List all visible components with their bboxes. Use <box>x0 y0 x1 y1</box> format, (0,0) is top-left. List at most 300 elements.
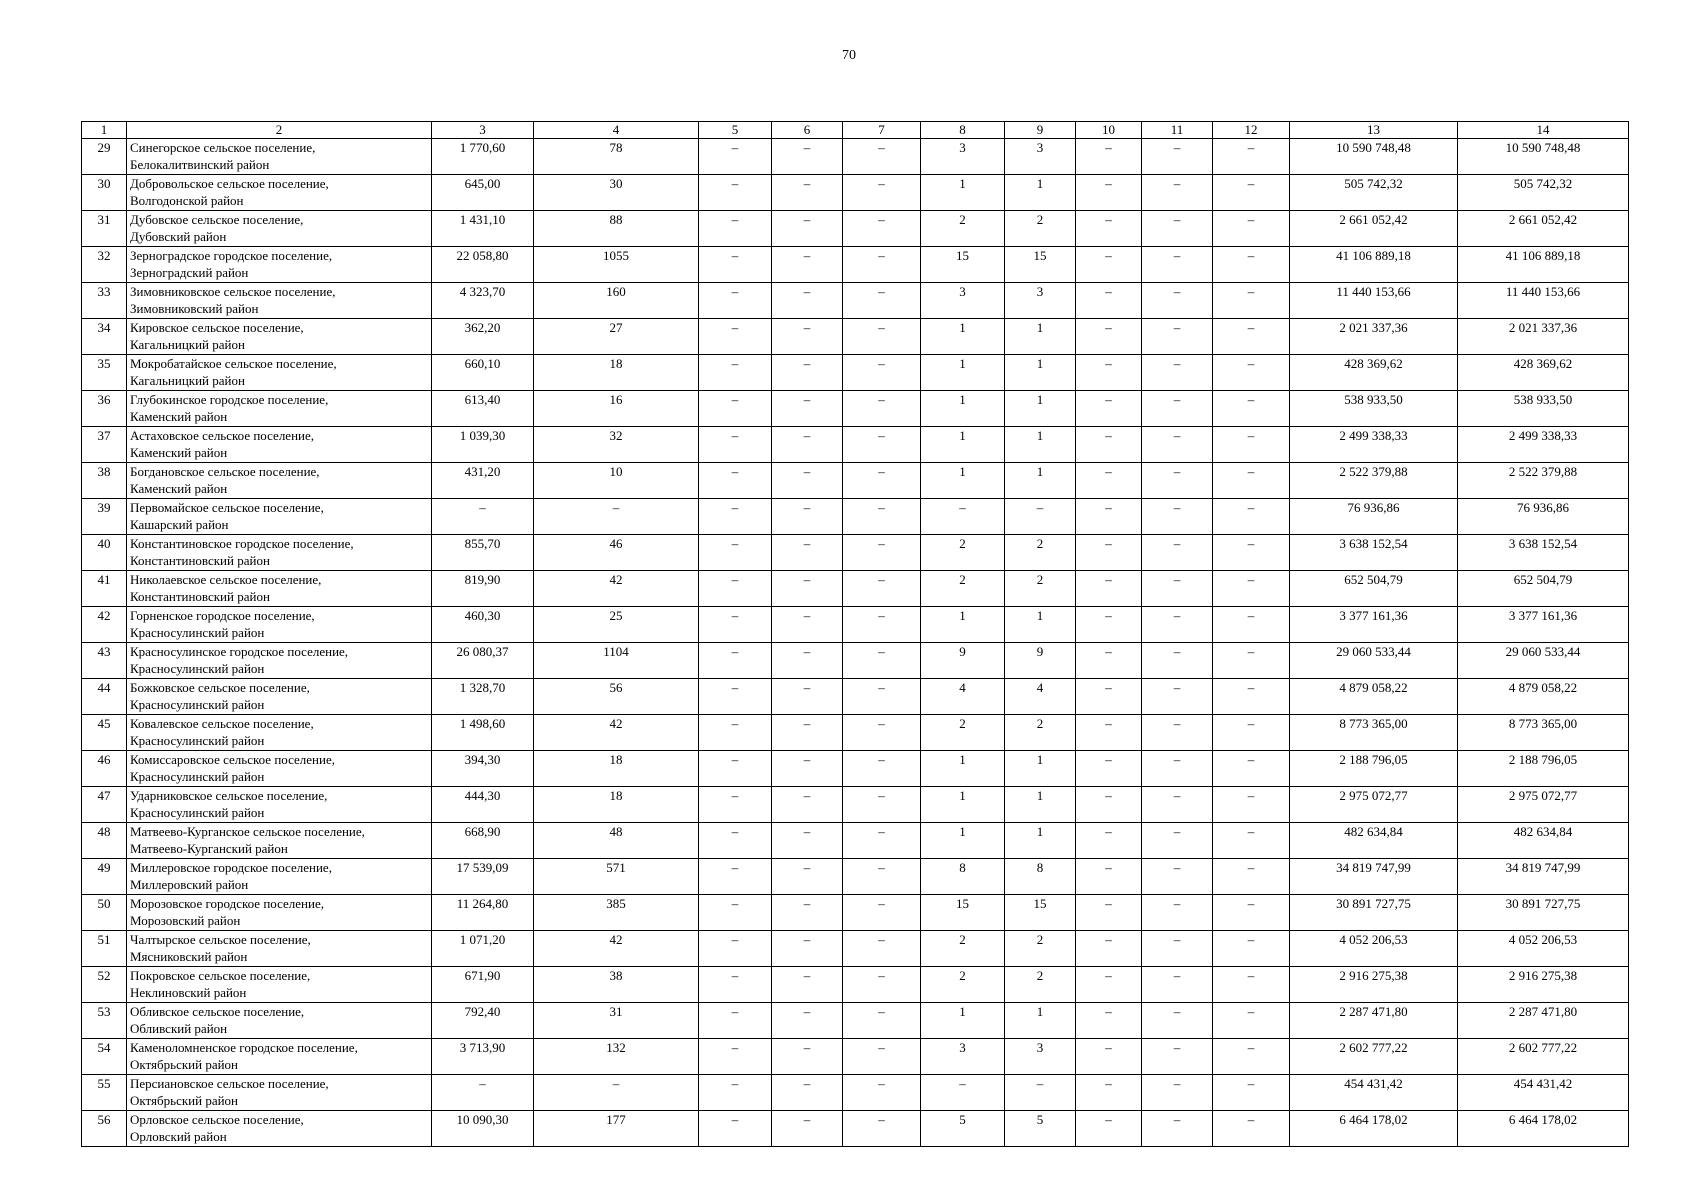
value-cell: 2 522 379,88 <box>1290 463 1458 499</box>
settlement-name: Божковское сельское поселение, <box>130 680 310 695</box>
page-number: 70 <box>842 48 856 63</box>
settlement-name: Покровское сельское поселение, <box>130 968 311 983</box>
value-cell: – <box>843 931 921 967</box>
value-cell: – <box>1213 391 1290 427</box>
value-cell: – <box>1076 751 1142 787</box>
value-cell: – <box>772 355 843 391</box>
value-cell: – <box>1213 607 1290 643</box>
value-cell: 613,40 <box>432 391 534 427</box>
district-name: Октябрьский район <box>130 1057 238 1072</box>
value-cell: 1 <box>921 175 1005 211</box>
row-number-cell: 44 <box>82 679 127 715</box>
value-cell: – <box>1076 175 1142 211</box>
value-cell: – <box>1213 499 1290 535</box>
value-cell: 26 080,37 <box>432 643 534 679</box>
value-cell: 42 <box>534 715 699 751</box>
value-cell: – <box>843 391 921 427</box>
value-cell: 571 <box>534 859 699 895</box>
value-cell: 1 071,20 <box>432 931 534 967</box>
value-cell: 2 499 338,33 <box>1458 427 1629 463</box>
value-cell: 41 106 889,18 <box>1458 247 1629 283</box>
settlement-name: Каменоломненское городское поселение, <box>130 1040 358 1055</box>
value-cell: 9 <box>1005 643 1076 679</box>
value-cell: – <box>1213 1111 1290 1147</box>
district-name: Красносулинский район <box>130 661 265 676</box>
settlement-name: Богдановское сельское поселение, <box>130 464 320 479</box>
header-cell: 2 <box>127 122 432 139</box>
row-number-cell: 31 <box>82 211 127 247</box>
value-cell: 3 <box>1005 283 1076 319</box>
value-cell: 16 <box>534 391 699 427</box>
table-row <box>82 679 1629 715</box>
value-cell: 792,40 <box>432 1003 534 1039</box>
value-cell: – <box>1213 643 1290 679</box>
value-cell: – <box>772 787 843 823</box>
settlement-name: Синегорское сельское поселение, <box>130 140 316 155</box>
table-row <box>82 823 1629 859</box>
settlement-name: Астаховское сельское поселение, <box>130 428 315 443</box>
value-cell: 10 590 748,48 <box>1458 139 1629 175</box>
settlement-name-cell <box>127 1111 432 1147</box>
value-cell: – <box>1213 247 1290 283</box>
value-cell: – <box>772 607 843 643</box>
value-cell: 4 052 206,53 <box>1290 931 1458 967</box>
settlement-name: Красносулинское городское поселение, <box>130 644 349 659</box>
settlement-name: Морозовское городское поселение, <box>130 896 324 911</box>
table-row <box>82 499 1629 535</box>
value-cell: 1 039,30 <box>432 427 534 463</box>
value-cell: – <box>843 967 921 1003</box>
header-cell: 12 <box>1213 122 1290 139</box>
table-row <box>82 247 1629 283</box>
value-cell: – <box>772 823 843 859</box>
value-cell: 1 <box>921 391 1005 427</box>
value-cell: – <box>772 499 843 535</box>
settlement-name: Миллеровское городское поселение, <box>130 860 332 875</box>
header-cell: 4 <box>534 122 699 139</box>
value-cell: – <box>1076 391 1142 427</box>
value-cell: – <box>1142 1075 1213 1111</box>
value-cell: – <box>1142 607 1213 643</box>
header-cell: 1 <box>82 122 127 139</box>
settlement-name-cell <box>127 283 432 319</box>
settlement-name: Обливское сельское поселение, <box>130 1004 305 1019</box>
value-cell: – <box>843 859 921 895</box>
value-cell: 1 <box>1005 607 1076 643</box>
value-cell: – <box>843 499 921 535</box>
value-cell: – <box>1213 751 1290 787</box>
value-cell: 22 058,80 <box>432 247 534 283</box>
value-cell: 2 <box>1005 211 1076 247</box>
value-cell: 9 <box>921 643 1005 679</box>
value-cell: – <box>1076 787 1142 823</box>
district-name: Мясниковский район <box>130 949 248 964</box>
value-cell: – <box>699 859 772 895</box>
data-table <box>81 121 1629 1147</box>
value-cell: – <box>1076 499 1142 535</box>
row-number-cell: 40 <box>82 535 127 571</box>
value-cell: 444,30 <box>432 787 534 823</box>
row-number-cell: 29 <box>82 139 127 175</box>
value-cell: 454 431,42 <box>1290 1075 1458 1111</box>
value-cell: 428 369,62 <box>1290 355 1458 391</box>
settlement-name-cell <box>127 571 432 607</box>
value-cell: 1 <box>1005 1003 1076 1039</box>
value-cell: 41 106 889,18 <box>1290 247 1458 283</box>
value-cell: – <box>1213 211 1290 247</box>
row-number-cell: 36 <box>82 391 127 427</box>
value-cell: 505 742,32 <box>1458 175 1629 211</box>
table-row <box>82 571 1629 607</box>
value-cell: 15 <box>921 895 1005 931</box>
district-name: Кагальницкий район <box>130 337 245 352</box>
value-cell: – <box>1213 355 1290 391</box>
value-cell: 1 <box>1005 751 1076 787</box>
settlement-name-cell <box>127 1039 432 1075</box>
value-cell: 1 770,60 <box>432 139 534 175</box>
value-cell: 505 742,32 <box>1290 175 1458 211</box>
value-cell: 15 <box>921 247 1005 283</box>
value-cell: 1 <box>921 607 1005 643</box>
value-cell: 3 <box>921 283 1005 319</box>
value-cell: – <box>699 247 772 283</box>
settlement-name: Добровольское сельское поселение, <box>130 176 329 191</box>
value-cell: 6 464 178,02 <box>1290 1111 1458 1147</box>
value-cell: 15 <box>1005 247 1076 283</box>
settlement-name-cell <box>127 427 432 463</box>
value-cell: – <box>1076 823 1142 859</box>
value-cell: – <box>1076 1039 1142 1075</box>
value-cell: 2 602 777,22 <box>1290 1039 1458 1075</box>
value-cell: – <box>1142 499 1213 535</box>
value-cell: 25 <box>534 607 699 643</box>
value-cell: 132 <box>534 1039 699 1075</box>
table-row <box>82 1039 1629 1075</box>
header-cell: 7 <box>843 122 921 139</box>
value-cell: 362,20 <box>432 319 534 355</box>
value-cell: – <box>843 715 921 751</box>
value-cell: – <box>699 175 772 211</box>
value-cell: – <box>699 967 772 1003</box>
value-cell: – <box>1213 427 1290 463</box>
value-cell: – <box>772 283 843 319</box>
value-cell: – <box>699 823 772 859</box>
value-cell: – <box>1076 463 1142 499</box>
district-name: Дубовский район <box>130 229 227 244</box>
value-cell: 30 891 727,75 <box>1458 895 1629 931</box>
value-cell: 5 <box>1005 1111 1076 1147</box>
value-cell: 11 440 153,66 <box>1458 283 1629 319</box>
header-cell: 8 <box>921 122 1005 139</box>
value-cell: – <box>1076 139 1142 175</box>
row-number-cell: 38 <box>82 463 127 499</box>
value-cell: – <box>1213 931 1290 967</box>
value-cell: 428 369,62 <box>1458 355 1629 391</box>
row-number-cell: 34 <box>82 319 127 355</box>
settlement-name-cell <box>127 895 432 931</box>
value-cell: – <box>921 499 1005 535</box>
value-cell: 2 499 338,33 <box>1290 427 1458 463</box>
value-cell: – <box>432 499 534 535</box>
value-cell: 1055 <box>534 247 699 283</box>
table-row <box>82 751 1629 787</box>
value-cell: 652 504,79 <box>1458 571 1629 607</box>
district-name: Константиновский район <box>130 589 270 604</box>
value-cell: 2 975 072,77 <box>1290 787 1458 823</box>
settlement-name-cell <box>127 175 432 211</box>
value-cell: – <box>1213 463 1290 499</box>
header-cell: 11 <box>1142 122 1213 139</box>
value-cell: – <box>1142 355 1213 391</box>
value-cell: – <box>843 1039 921 1075</box>
value-cell: 48 <box>534 823 699 859</box>
settlement-name-cell <box>127 247 432 283</box>
settlement-name-cell <box>127 751 432 787</box>
value-cell: – <box>843 643 921 679</box>
settlement-name: Дубовское сельское поселение, <box>130 212 304 227</box>
value-cell: 4 879 058,22 <box>1458 679 1629 715</box>
row-number-cell: 45 <box>82 715 127 751</box>
value-cell: 17 539,09 <box>432 859 534 895</box>
value-cell: 8 773 365,00 <box>1458 715 1629 751</box>
value-cell: 27 <box>534 319 699 355</box>
district-name: Неклиновский район <box>130 985 247 1000</box>
value-cell: 2 021 337,36 <box>1290 319 1458 355</box>
value-cell: – <box>699 355 772 391</box>
value-cell: 1104 <box>534 643 699 679</box>
value-cell: – <box>843 751 921 787</box>
value-cell: – <box>699 1111 772 1147</box>
value-cell: 652 504,79 <box>1290 571 1458 607</box>
row-number-cell: 46 <box>82 751 127 787</box>
row-number-cell: 47 <box>82 787 127 823</box>
header-cell: 13 <box>1290 122 1458 139</box>
district-name: Морозовский район <box>130 913 241 928</box>
value-cell: – <box>1142 463 1213 499</box>
settlement-name: Первомайское сельское поселение, <box>130 500 324 515</box>
settlement-name: Персиановское сельское поселение, <box>130 1076 329 1091</box>
value-cell: – <box>1142 211 1213 247</box>
value-cell: – <box>699 1003 772 1039</box>
row-number-cell: 50 <box>82 895 127 931</box>
value-cell: – <box>772 319 843 355</box>
table-row <box>82 427 1629 463</box>
value-cell: 2 287 471,80 <box>1458 1003 1629 1039</box>
settlement-name-cell <box>127 679 432 715</box>
table-row <box>82 535 1629 571</box>
settlement-name-cell <box>127 499 432 535</box>
value-cell: 38 <box>534 967 699 1003</box>
value-cell: – <box>1142 643 1213 679</box>
table-row <box>82 391 1629 427</box>
value-cell: 2 021 337,36 <box>1458 319 1629 355</box>
value-cell: 78 <box>534 139 699 175</box>
value-cell: 46 <box>534 535 699 571</box>
value-cell: – <box>772 427 843 463</box>
district-name: Кагальницкий район <box>130 373 245 388</box>
value-cell: – <box>772 1003 843 1039</box>
value-cell: 2 916 275,38 <box>1458 967 1629 1003</box>
value-cell: 2 <box>921 571 1005 607</box>
district-name: Волгодонской район <box>130 193 244 208</box>
value-cell: – <box>1142 283 1213 319</box>
value-cell: 29 060 533,44 <box>1290 643 1458 679</box>
value-cell: – <box>772 139 843 175</box>
row-number-cell: 33 <box>82 283 127 319</box>
value-cell: – <box>843 247 921 283</box>
district-name: Константиновский район <box>130 553 270 568</box>
header-cell: 14 <box>1458 122 1629 139</box>
value-cell: 34 819 747,99 <box>1290 859 1458 895</box>
value-cell: – <box>699 463 772 499</box>
value-cell: – <box>1213 895 1290 931</box>
settlement-name: Чалтырское сельское поселение, <box>130 932 311 947</box>
district-name: Кашарский район <box>130 517 229 532</box>
header-cell: 6 <box>772 122 843 139</box>
district-name: Красносулинский район <box>130 769 265 784</box>
value-cell: – <box>1213 679 1290 715</box>
value-cell: 10 590 748,48 <box>1290 139 1458 175</box>
value-cell: 18 <box>534 787 699 823</box>
value-cell: 3 638 152,54 <box>1290 535 1458 571</box>
settlement-name-cell <box>127 139 432 175</box>
value-cell: – <box>699 139 772 175</box>
value-cell: – <box>1213 1075 1290 1111</box>
value-cell: 18 <box>534 751 699 787</box>
value-cell: 88 <box>534 211 699 247</box>
value-cell: – <box>843 787 921 823</box>
table-row <box>82 355 1629 391</box>
value-cell: 3 <box>921 1039 1005 1075</box>
table-body <box>82 122 1629 1147</box>
value-cell: 668,90 <box>432 823 534 859</box>
value-cell: – <box>1076 679 1142 715</box>
header-row <box>82 122 1629 139</box>
settlement-name: Зерноградское городское поселение, <box>130 248 333 263</box>
value-cell: 6 464 178,02 <box>1458 1111 1629 1147</box>
header-cell: 3 <box>432 122 534 139</box>
value-cell: – <box>1076 715 1142 751</box>
value-cell: – <box>843 823 921 859</box>
table-row <box>82 1111 1629 1147</box>
value-cell: 1 <box>921 823 1005 859</box>
value-cell: 1 <box>1005 427 1076 463</box>
value-cell: – <box>1213 535 1290 571</box>
value-cell: 42 <box>534 931 699 967</box>
value-cell: – <box>772 895 843 931</box>
value-cell: – <box>772 1039 843 1075</box>
value-cell: – <box>843 139 921 175</box>
table-row <box>82 463 1629 499</box>
table-row <box>82 607 1629 643</box>
value-cell: 1 498,60 <box>432 715 534 751</box>
value-cell: – <box>843 895 921 931</box>
table-row <box>82 715 1629 751</box>
value-cell: 482 634,84 <box>1458 823 1629 859</box>
value-cell: – <box>772 535 843 571</box>
value-cell: – <box>1076 355 1142 391</box>
value-cell: 2 188 796,05 <box>1458 751 1629 787</box>
value-cell: – <box>1213 319 1290 355</box>
value-cell: 2 287 471,80 <box>1290 1003 1458 1039</box>
value-cell: 394,30 <box>432 751 534 787</box>
value-cell: – <box>843 175 921 211</box>
settlement-name-cell <box>127 391 432 427</box>
settlement-name-cell <box>127 859 432 895</box>
value-cell: – <box>1076 1075 1142 1111</box>
value-cell: – <box>1142 535 1213 571</box>
value-cell: – <box>1142 1039 1213 1075</box>
value-cell: – <box>699 787 772 823</box>
value-cell: – <box>699 643 772 679</box>
value-cell: – <box>843 535 921 571</box>
value-cell: 10 090,30 <box>432 1111 534 1147</box>
settlement-name: Ковалевское сельское поселение, <box>130 716 314 731</box>
value-cell: – <box>772 391 843 427</box>
value-cell: 538 933,50 <box>1290 391 1458 427</box>
settlement-name-cell <box>127 535 432 571</box>
value-cell: – <box>1142 175 1213 211</box>
value-cell: 4 <box>1005 679 1076 715</box>
value-cell: – <box>843 571 921 607</box>
value-cell: – <box>843 1003 921 1039</box>
table-row <box>82 1003 1629 1039</box>
value-cell: – <box>1213 139 1290 175</box>
district-name: Каменский район <box>130 409 228 424</box>
value-cell: – <box>772 859 843 895</box>
value-cell: 3 <box>921 139 1005 175</box>
value-cell: 2 661 052,42 <box>1458 211 1629 247</box>
table-row <box>82 319 1629 355</box>
value-cell: – <box>772 1075 843 1111</box>
value-cell: – <box>1213 787 1290 823</box>
settlement-name-cell <box>127 607 432 643</box>
row-number-cell: 48 <box>82 823 127 859</box>
value-cell: 2 <box>921 967 1005 1003</box>
value-cell: 431,20 <box>432 463 534 499</box>
value-cell: – <box>772 643 843 679</box>
value-cell: 15 <box>1005 895 1076 931</box>
header-cell: 10 <box>1076 122 1142 139</box>
row-number-cell: 51 <box>82 931 127 967</box>
district-name: Матвеево-Курганский район <box>130 841 288 856</box>
value-cell: – <box>1213 571 1290 607</box>
value-cell: 2 <box>1005 931 1076 967</box>
settlement-name-cell <box>127 931 432 967</box>
header-cell: 9 <box>1005 122 1076 139</box>
value-cell: – <box>772 967 843 1003</box>
district-name: Октябрьский район <box>130 1093 238 1108</box>
value-cell: – <box>699 211 772 247</box>
value-cell: – <box>1142 139 1213 175</box>
value-cell: 1 <box>921 787 1005 823</box>
district-name: Красносулинский район <box>130 805 265 820</box>
value-cell: – <box>1076 535 1142 571</box>
settlement-name: Кировское сельское поселение, <box>130 320 304 335</box>
value-cell: – <box>699 751 772 787</box>
value-cell: – <box>1142 931 1213 967</box>
settlement-name: Зимовниковское сельское поселение, <box>130 284 336 299</box>
value-cell: – <box>1142 391 1213 427</box>
settlement-name: Комиссаровское сельское поселение, <box>130 752 335 767</box>
row-number-cell: 35 <box>82 355 127 391</box>
value-cell: 8 <box>921 859 1005 895</box>
value-cell: – <box>1142 895 1213 931</box>
value-cell: 454 431,42 <box>1458 1075 1629 1111</box>
value-cell: 1 <box>921 463 1005 499</box>
value-cell: 1 <box>1005 391 1076 427</box>
value-cell: – <box>1213 859 1290 895</box>
